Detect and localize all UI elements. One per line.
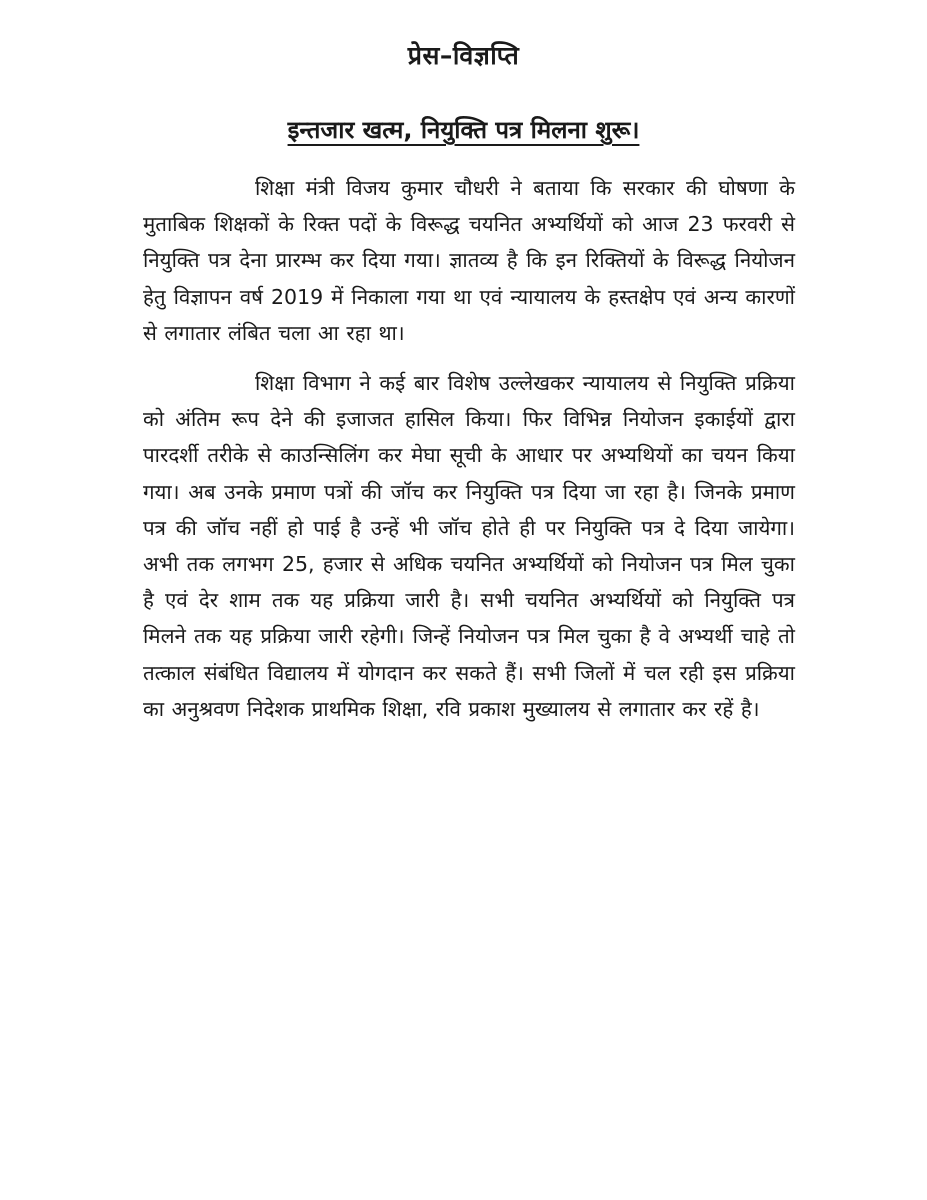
subheading-text: इन्तजार खत्म, नियुक्ति पत्र मिलना शुरू। <box>287 116 640 144</box>
document-heading: प्रेस–विज्ञप्ति <box>407 41 520 70</box>
document-body <box>143 170 795 727</box>
paragraph-1: शिक्षा मंत्री विजय कुमार चौधरी ने बताया कि सरकार की घोषणा के मुताबिक शिक्षकों के रिक्त पदों के विरूद्ध चयनित अभ्यर्थियों को आज 23 फरवरी से नियुक्ति पत्र देना प्रारम्भ कर दिया गया। ज्ञातव्य है कि इन रिक्तियों के विरूद्ध नियोजन हेतु विज्ञापन वर्ष 2019 में निकाला गया था एवं न्यायालय के हस्तक्षेप एवं अन्य कारणों से लगातार लंबित चला आ रहा था। <box>143 176 795 345</box>
paragraph-2: शिक्षा विभाग ने कई बार विशेष उल्लेखकर न्यायालय से नियुक्ति प्रक्रिया को अंतिम रूप देने की इजाजत हासिल किया। फिर विभिन्न नियोजन इकाईयों द्वारा पारदर्शी तरीके से काउन्सिलिंग कर मेघा सूची के आधार पर अभ्यथियों का चयन किया गया। अब उनके प्रमाण पत्रों की जॉच कर नियुक्ति पत्र दिया जा रहा है। जिनके प्रमाण पत्र की जॉच नहीं हो पाई है उन्हें भी जॉच होते ही पर नियुक्ति पत्र दे दिया जायेगा। अभी तक लगभग 25, हजार से अधिक चयनित अभ्यर्थियों को नियोजन पत्र मिल चुका है एवं देर शाम तक यह प्रक्रिया जारी है। सभी चयनित अभ्यर्थियों को नियुक्ति पत्र मिलने तक यह प्रक्रिया जारी रहेगी। जिन्हें नियोजन पत्र मिल चुका है वे अभ्यर्थी चाहे तो तत्काल संबंधित विद्यालय में योगदान कर सकते हैं। सभी जिलों में चल रही इस प्रक्रिया का अनुश्रवण निदेशक प्राथमिक शिक्षा, रवि प्रकाश मुख्यालय से लगातार कर रहें है। <box>143 371 795 721</box>
document-subheading <box>0 113 927 146</box>
